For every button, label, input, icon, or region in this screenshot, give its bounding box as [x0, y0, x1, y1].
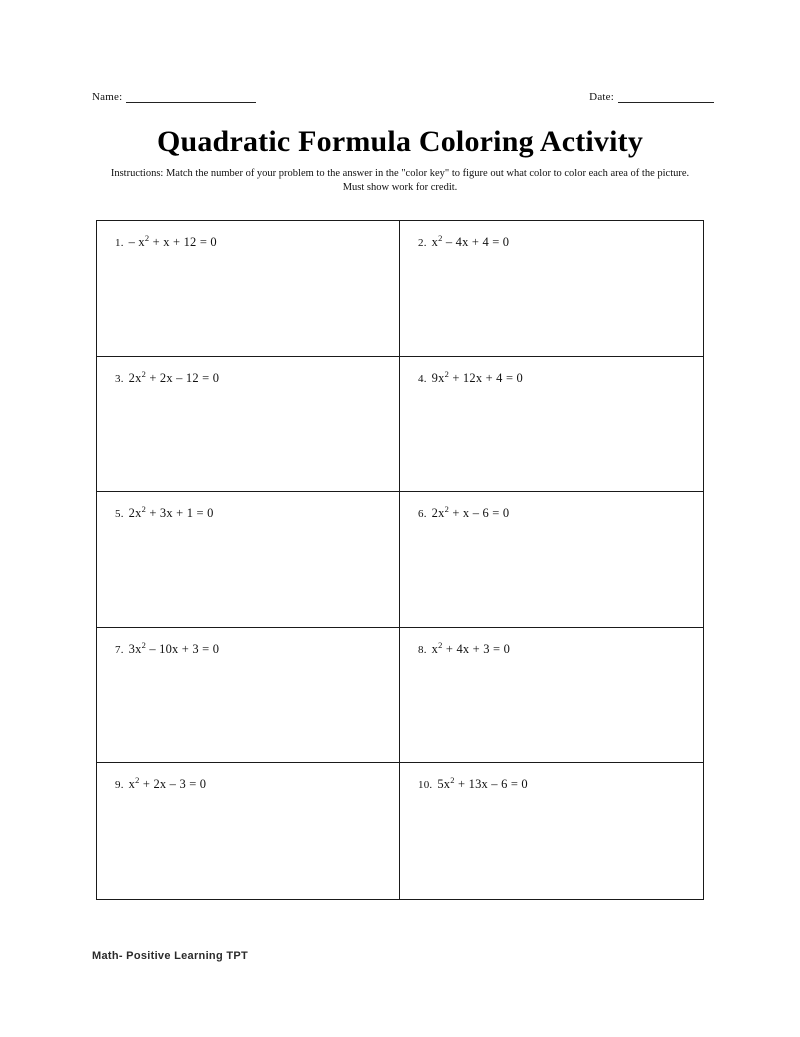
- problem-equation: $5x^2 + 13x - 6 = 0$: [437, 775, 528, 792]
- date-write-line[interactable]: [618, 91, 714, 103]
- problem-equation: – $x^2 + x + 12 = 0$: [128, 232, 217, 249]
- problem-equation: $x^2 - 4x + 4 = 0$: [431, 232, 510, 249]
- problem-text: [115, 232, 399, 250]
- problem-equation: $2x^2 + x - 6 = 0$: [431, 504, 510, 521]
- problem-number: 9.: [115, 779, 124, 792]
- problem-cell[interactable]: [400, 763, 703, 899]
- problem-text: [418, 506, 703, 521]
- instructions-text: Instructions: Match the number of your problem to the answer in the "color key" to figure out what color to color each area of the picture. Must show work for credit.: [110, 168, 690, 194]
- problem-text: [418, 232, 703, 250]
- problem-cell[interactable]: [97, 628, 400, 764]
- problem-text: [115, 777, 399, 792]
- problem-number: 4.: [418, 372, 427, 385]
- date-label: Date:: [589, 91, 614, 103]
- problem-equation: $x^2 + 2x - 3 = 0$: [128, 775, 207, 792]
- problem-text: [115, 368, 399, 386]
- problem-number: 6.: [418, 508, 427, 521]
- problem-cell[interactable]: [400, 221, 703, 357]
- problem-number: 2.: [418, 237, 427, 249]
- name-write-line[interactable]: [126, 91, 256, 103]
- page-title: Quadratic Formula Coloring Activity: [156, 125, 644, 158]
- student-meta-row: [92, 91, 714, 103]
- date-field[interactable]: [589, 91, 714, 103]
- problem-number: 7.: [115, 643, 124, 656]
- problem-cell[interactable]: [400, 492, 703, 628]
- problem-cell[interactable]: [97, 492, 400, 628]
- problem-cell[interactable]: [400, 628, 703, 764]
- problem-cell[interactable]: [97, 357, 400, 493]
- problem-number: 3.: [115, 372, 124, 385]
- problem-number: 1.: [115, 237, 124, 249]
- worksheet-sheet: [60, 55, 740, 985]
- problem-text: [418, 368, 703, 386]
- problem-equation: $x^2 + 4x + 3 = 0$: [431, 639, 511, 656]
- problem-equation: $2x^2 + 3x + 1 = 0$: [128, 504, 214, 521]
- problem-number: 5.: [115, 508, 124, 521]
- problem-number: 8.: [418, 643, 427, 656]
- problem-text: [115, 506, 399, 521]
- problem-text: [418, 777, 703, 792]
- footer-credit: Math- Positive Learning TPT: [92, 950, 249, 962]
- problem-equation: $2x^2 + 2x - 12 = 0$: [128, 368, 220, 385]
- problem-cell[interactable]: [97, 221, 400, 357]
- problem-cell[interactable]: [400, 357, 703, 493]
- problem-cell[interactable]: [97, 763, 400, 899]
- problem-number: 10.: [418, 779, 433, 792]
- name-label: Name:: [92, 91, 123, 103]
- problems-grid: [96, 220, 704, 900]
- problem-equation: $9x^2 + 12x + 4 = 0$: [431, 368, 523, 385]
- problem-text: [115, 639, 399, 657]
- name-field[interactable]: [92, 91, 256, 103]
- problem-equation: $3x^2 - 10x + 3 = 0$: [128, 639, 220, 656]
- problem-text: [418, 639, 703, 657]
